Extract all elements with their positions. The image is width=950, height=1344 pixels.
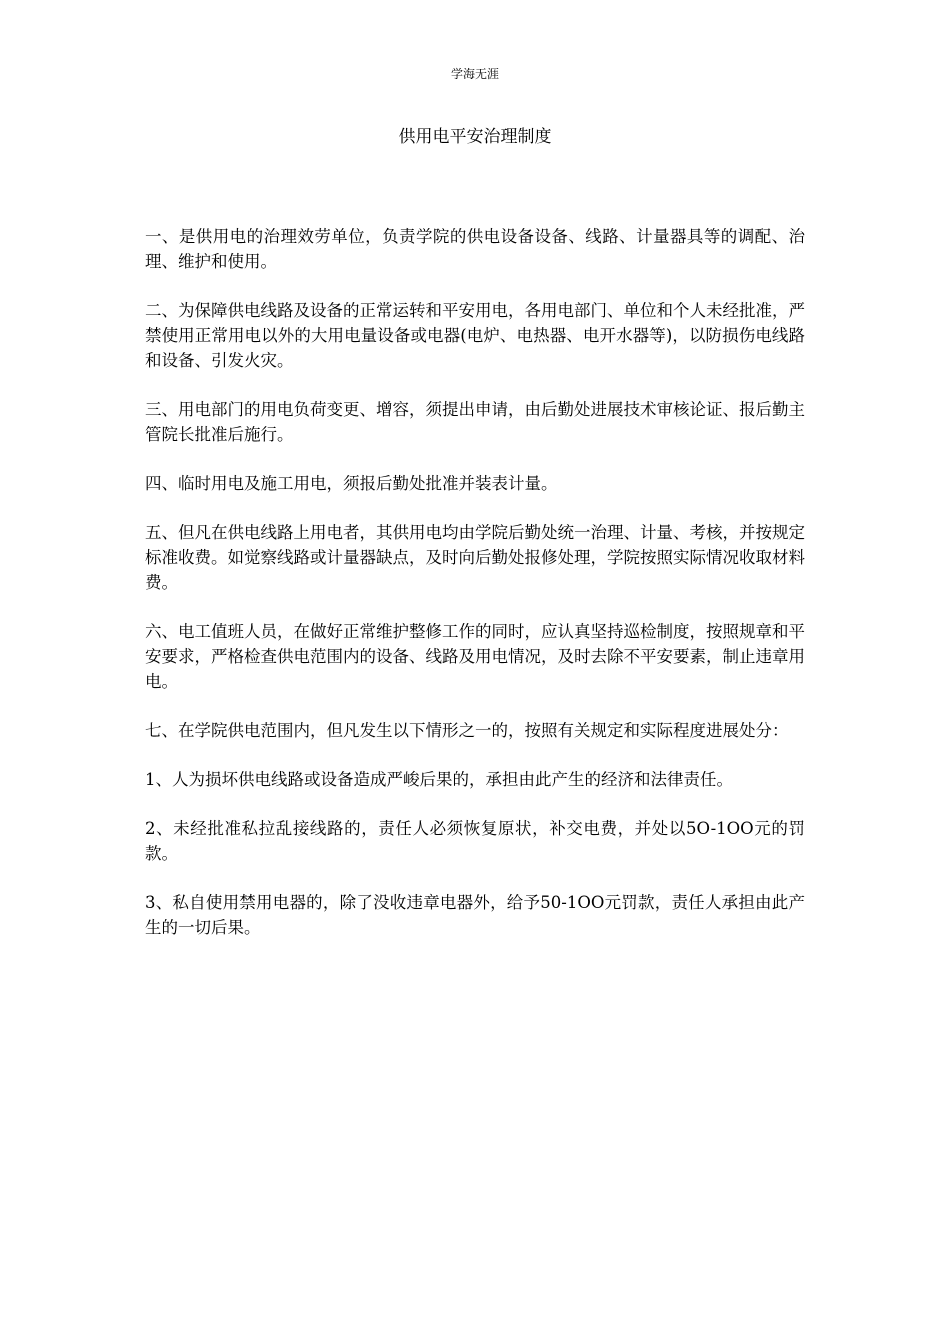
sub-item-1: 1、人为损坏供电线路或设备造成严峻后果的，承担由此产生的经济和法律责任。 — [145, 770, 733, 789]
document-title: 供用电平安治理制度 — [398, 127, 552, 147]
document-body — [145, 224, 805, 964]
paragraph-2: 二、为保障供电线路及设备的正常运转和平安用电，各用电部门、单位和个人未经批准，严禁使用正常用电以外的大用电量设备或电器(电炉、电热器、电开水器等)，以防损伤电线路和设备、引发火灾。 — [145, 301, 805, 370]
paragraph-1: 一、是供用电的治理效劳单位，负责学院的供电设备设备、线路、计量器具等的调配、治理、维护和使用。 — [145, 227, 805, 271]
paragraph-5: 五、但凡在供电线路上用电者，其供用电均由学院后勤处统一治理、计量、考核，并按规定标准收费。如觉察线路或计量器缺点，及时向后勤处报修处理，学院按照实际情况收取材料费。 — [145, 523, 805, 592]
paragraph-6: 六、电工值班人员，在做好正常维护整修工作的同时，应认真坚持巡检制度，按照规章和平安要求，严格检查供电范围内的设备、线路及用电情况，及时去除不平安要素，制止违章用电。 — [145, 622, 805, 691]
paragraph-4: 四、临时用电及施工用电，须报后勤处批准并装表计量。 — [145, 474, 558, 493]
sub-item-2: 2、未经批准私拉乱接线路的，责任人必须恢复原状，补交电费，并处以5O-1OO元的罚款。 — [145, 819, 805, 863]
paragraph-3: 三、用电部门的用电负荷变更、增容，须提出申请，由后勤处进展技术审核论证、报后勤主管院长批准后施行。 — [145, 400, 805, 444]
paragraph-7: 七、在学院供电范围内，但凡发生以下情形之一的，按照有关规定和实际程度进展处分： — [145, 721, 789, 740]
page-header: 学海无涯 — [450, 67, 499, 81]
sub-item-3: 3、私自使用禁用电器的，除了没收违章电器外，给予50-1OO元罚款，责任人承担由此产生的一切后果。 — [145, 893, 805, 937]
